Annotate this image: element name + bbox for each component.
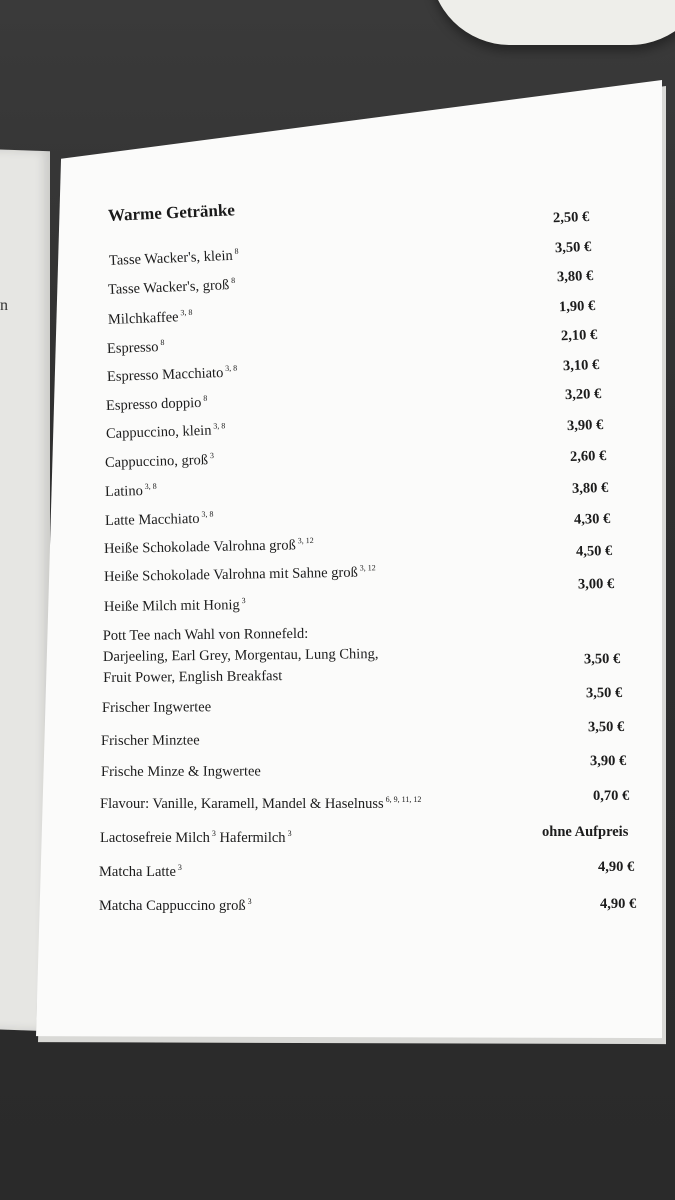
item-label: Frische Minze & Ingwertee xyxy=(100,763,261,780)
menu-item xyxy=(109,247,239,270)
item-label: Frischer Ingwertee xyxy=(101,699,212,716)
allergen-note: 3 xyxy=(209,450,215,461)
menu-item-tea xyxy=(103,623,379,689)
allergen-note: 3, 8 xyxy=(224,363,238,373)
menu-item xyxy=(105,510,214,530)
section-heading: Warme Getränke xyxy=(107,200,236,225)
allergen-note: 8 xyxy=(203,393,208,403)
menu-item xyxy=(107,338,165,358)
allergen-note: 3 xyxy=(177,863,182,872)
allergen-note: 3, 8 xyxy=(144,481,157,491)
menu-item xyxy=(107,363,238,386)
allergen-note: 3, 8 xyxy=(180,307,193,318)
price: 0,70 € xyxy=(593,788,630,804)
allergen-note: 6, 9, 11, 12 xyxy=(385,795,422,804)
item-label: Latte Macchiato xyxy=(104,510,200,529)
price: 4,50 € xyxy=(575,543,613,560)
item-label: Lactosefreie Milch xyxy=(100,830,210,846)
menu-item xyxy=(101,732,200,750)
item-label-line: Pott Tee nach Wahl von Ronnefeld: xyxy=(102,625,309,645)
price: 4,90 € xyxy=(598,859,635,875)
price: 3,50 € xyxy=(583,651,621,668)
item-label: Cappuccino, klein xyxy=(105,422,212,442)
price: 3,80 € xyxy=(556,268,594,286)
allergen-note: 3, 8 xyxy=(201,509,214,519)
item-label: Heiße Schokolade Valrohna mit Sahne groß xyxy=(103,564,358,585)
price: 2,60 € xyxy=(569,448,607,465)
price: 2,50 € xyxy=(552,209,590,227)
menu-item xyxy=(99,863,182,881)
menu-item xyxy=(105,482,157,501)
item-label-line: Fruit Power, English Breakfast xyxy=(103,668,283,686)
menu-item xyxy=(108,276,236,299)
price: 3,20 € xyxy=(564,386,602,404)
item-label: Cappuccino, groß xyxy=(104,452,209,471)
price: 4,90 € xyxy=(600,896,637,912)
price: 3,90 € xyxy=(589,753,627,770)
price: 3,50 € xyxy=(554,239,592,257)
menu-item xyxy=(100,795,421,813)
price: 3,50 € xyxy=(587,719,625,736)
menu-item xyxy=(106,421,226,443)
allergen-note: 3 xyxy=(241,596,246,606)
price: 3,90 € xyxy=(566,417,604,435)
item-label: Matcha Latte xyxy=(99,864,176,880)
menu-item xyxy=(102,699,211,717)
menu-item xyxy=(106,394,208,415)
item-label: Hafermilch xyxy=(215,830,286,846)
menu-item xyxy=(101,763,261,781)
price: 3,50 € xyxy=(585,685,623,702)
price: 4,30 € xyxy=(573,511,611,528)
allergen-note: 3 xyxy=(247,897,252,906)
menu-item xyxy=(99,897,252,915)
menu-item xyxy=(100,829,292,847)
menu-item xyxy=(104,596,246,616)
menu-item xyxy=(108,308,193,329)
allergen-note: 8 xyxy=(160,337,165,348)
price: 3,00 € xyxy=(577,576,615,593)
price: ohne Aufpreis xyxy=(542,824,629,840)
menu-item xyxy=(105,451,215,472)
allergen-note: 8 xyxy=(234,246,239,256)
item-label-line: Darjeeling, Earl Grey, Morgentau, Lung Ching, xyxy=(102,646,379,665)
item-label: Frischer Minztee xyxy=(100,732,200,749)
item-label: Espresso doppio xyxy=(105,394,202,414)
item-label: Heiße Schokolade Valrohna groß xyxy=(103,537,296,557)
item-label: Espresso xyxy=(106,339,159,357)
left-page-letter: n xyxy=(0,297,8,314)
item-label: Heiße Milch mit Honig xyxy=(103,597,240,615)
price: 1,90 € xyxy=(558,298,596,316)
price: 3,10 € xyxy=(562,357,600,375)
item-label: Flavour: Vanille, Karamell, Mandel & Haselnuss xyxy=(100,796,384,812)
allergen-note: 3, 12 xyxy=(297,535,314,546)
menu-item xyxy=(104,536,314,558)
item-label: Latino xyxy=(104,483,144,500)
allergen-note: 8 xyxy=(230,275,236,286)
allergen-note: 3 xyxy=(211,829,216,838)
allergen-note: 3, 12 xyxy=(359,563,376,573)
item-label: Espresso Macchiato xyxy=(106,364,224,385)
item-label: Matcha Cappuccino groß xyxy=(99,898,246,914)
item-label: Milchkaffee xyxy=(107,309,179,328)
item-label: Tasse Wacker's, groß xyxy=(107,277,230,298)
price: 3,80 € xyxy=(571,480,609,497)
price: 2,10 € xyxy=(560,327,598,345)
allergen-note: 3 xyxy=(287,829,292,838)
item-label: Tasse Wacker's, klein xyxy=(108,247,234,269)
menu-item xyxy=(104,563,376,586)
allergen-note: 3, 8 xyxy=(213,421,226,431)
